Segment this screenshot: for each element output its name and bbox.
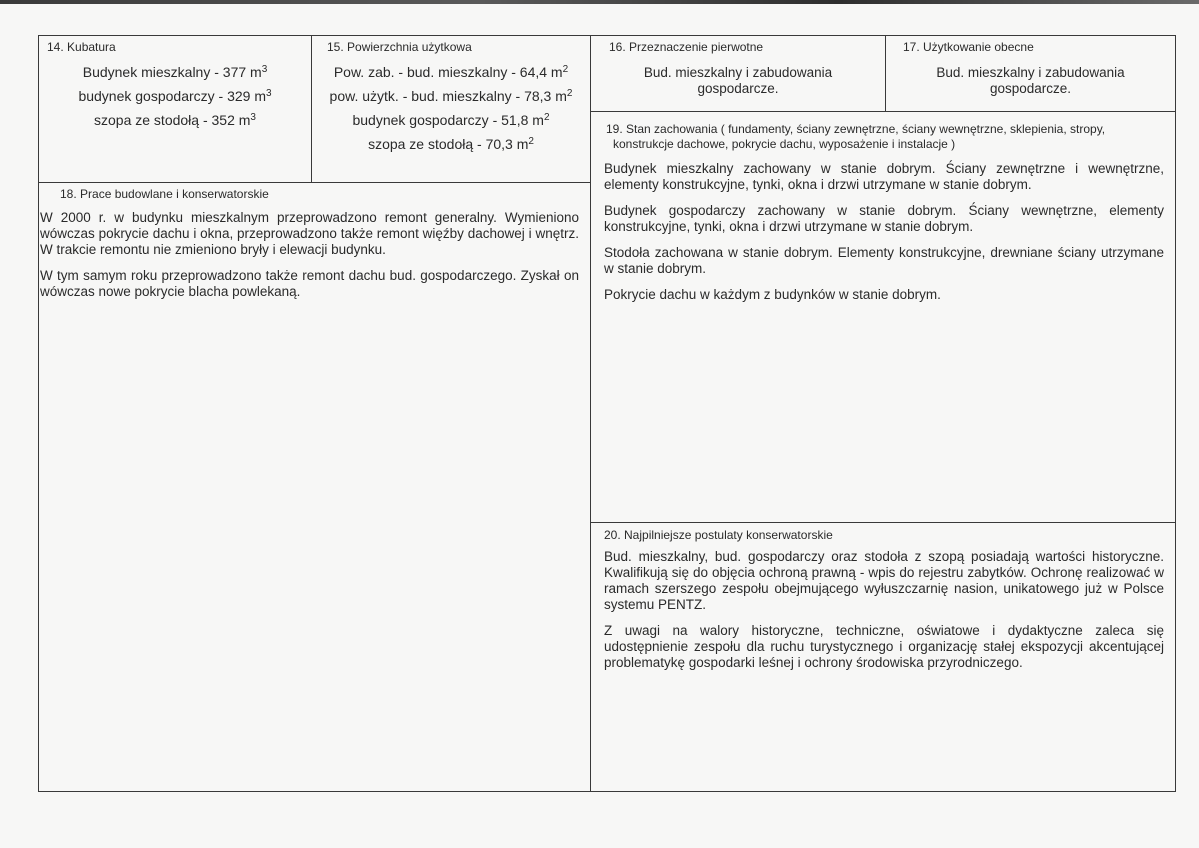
value-line: Bud. mieszkalny i zabudowania [936,65,1125,80]
area-row: Pow. zab. - bud. mieszkalny - 64,4 $m^2$ [333,64,569,80]
field-14-header: 14. Kubatura [47,40,116,54]
paragraph: Budynek gospodarczy zachowany w stanie dobrym. Ściany wewnętrzne, elementy konstrukcyjne, tynki, okna i drzwi utrzymane w stanie dobrym. [604,203,1164,234]
paragraph: Stodoła zachowana w stanie dobrym. Elementy konstrukcyjne, drewniane ściany utrzymane w stanie dobrym. [604,245,1164,276]
cubature-row: szopa ze stodołą - 352 $m^3$ [94,112,256,128]
value-line: gospodarcze. [989,81,1072,96]
paragraph: W 2000 r. w budynku mieszkalnym przeprowadzono remont generalny. Wymieniono wówczas pokrycie dachu i okna, przeprowadzono także remont więźby dachowej i wnętrz. W trakcie remontu nie zmieniono bryły i elewacji budynku. [40,210,579,257]
field-15-header: 15. Powierzchnia użytkowa [327,40,472,54]
field-19-text [604,161,1164,313]
field-16-header: 16. Przeznaczenie pierwotne [609,40,764,54]
area-row: szopa ze stodołą - 70,3 $m^2$ [368,136,534,152]
scan-top-edge [0,0,1199,4]
field-17-header: 17. Użytkowanie obecne [903,40,1034,54]
field-20-text [604,549,1164,681]
field-20-header: 20. Najpilniejsze postulaty konserwatorskie [604,528,833,542]
field-18-header: 18. Prace budowlane i konserwatorskie [60,187,269,201]
header-line: konstrukcje dachowe, pokrycie dachu, wyposażenie i instalacje ) [613,137,956,151]
paragraph: Bud. mieszkalny, bud. gospodarczy oraz stodoła z szopą posiadają wartości historyczne. Kwalifikują się do objęcia ochroną prawną - wpis do rejestru zabytków. Ochronę realizować w ramach szerszego zespołu obejmującego wyłuszczarnię nasion, unikatowego już w Polsce systemu PENTZ. [604,549,1164,612]
field-16-value [592,65,884,97]
cubature-row: budynek gospodarczy - 329 $m^3$ [78,88,272,104]
value-line: Bud. mieszkalny i zabudowania [643,65,833,80]
field-15-values [313,60,589,156]
field-18-text [40,210,579,310]
field-17-value [887,65,1174,97]
paragraph: Z uwagi na walory historyczne, techniczne, oświatowe i dydaktyczne zaleca się udostępnienie zespołu dla ruchu turystycznego i organizację stałej ekspozycji akcentującej problematykę gospodarki leśnej i ochrony środowiska przyrodniczego. [604,623,1164,670]
header-line: 19. Stan zachowania ( fundamenty, ściany zewnętrzne, ściany wewnętrzne, sklepienia, stropy, [606,122,1106,136]
cubature-row: Budynek mieszkalny - 377 $m^3$ [82,64,268,80]
area-row: budynek gospodarczy - 51,8 $m^2$ [352,112,550,128]
paragraph: W tym samym roku przeprowadzono także remont dachu bud. gospodarczego. Zyskał on wówczas nowe pokrycie blacha powlekaną. [40,268,579,299]
paragraph: Budynek mieszkalny zachowany w stanie dobrym. Ściany zewnętrzne i wewnętrzne, elementy konstrukcyjne, tynki, okna i drzwi utrzymane w stanie dobrym. [604,161,1164,192]
field-19-header [606,122,1166,152]
value-line: gospodarcze. [697,81,779,96]
paragraph: Pokrycie dachu w każdym z budynków w stanie dobrym. [604,287,941,302]
area-row: pow. użytk. - bud. mieszkalny - 78,3 $m^2$ [329,88,573,104]
field-14-values [40,60,310,132]
